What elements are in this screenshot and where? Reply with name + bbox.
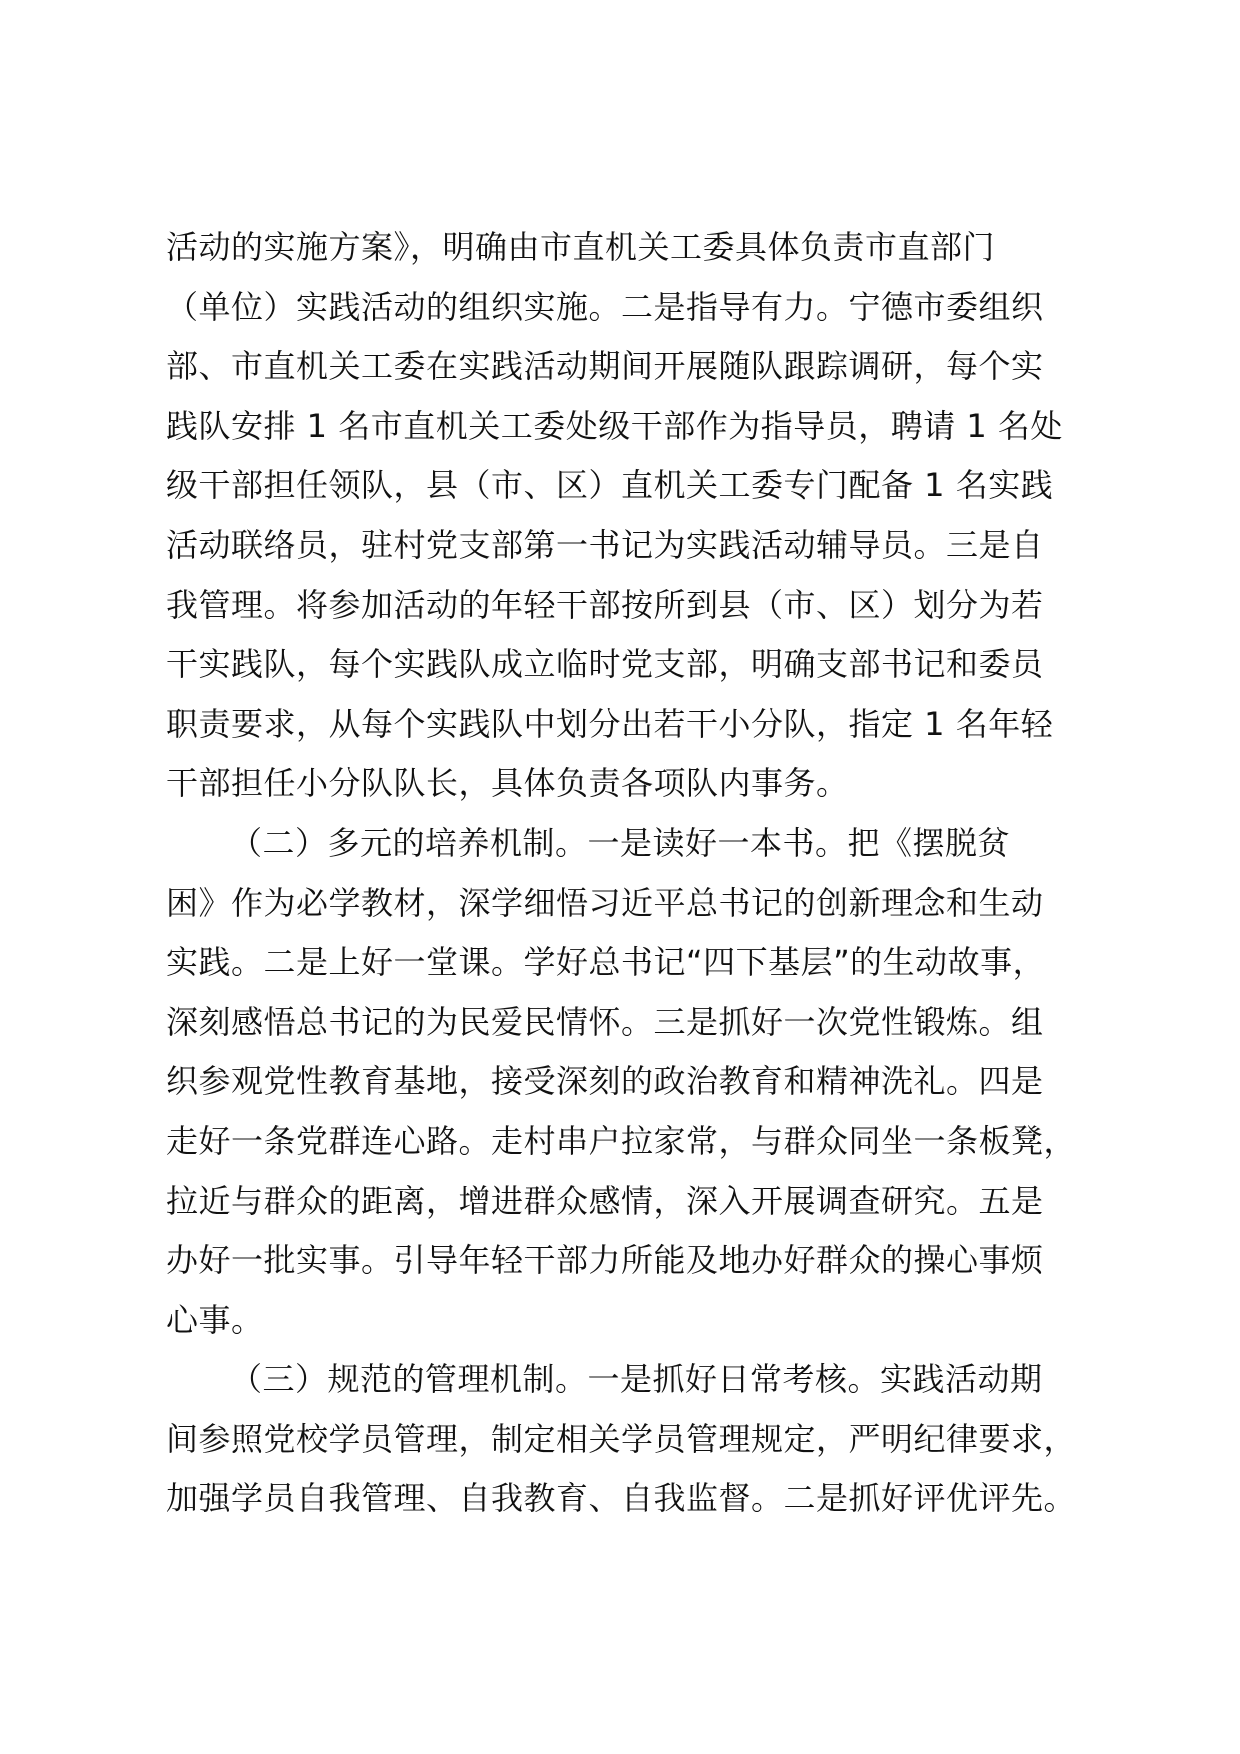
text-line: 干实践队，每个实践队成立临时党支部，明确支部书记和委员 <box>166 645 1044 684</box>
text-line: 困》作为必学教材，深学细悟习近平总书记的创新理念和生动 <box>166 883 1044 922</box>
text-line: （单位）实践活动的组织实施。二是指导有力。宁德市委组织 <box>166 287 1044 326</box>
text-line: 级干部担任领队，县（市、区）直机关工委专门配备 1 名实践 <box>166 466 1054 505</box>
text-line: 实践。二是上好一堂课。学好总书记“四下基层”的生动故事， <box>166 943 1046 982</box>
paragraph-first-line: （三）规范的管理机制。一是抓好日常考核。实践活动期 <box>230 1360 1043 1399</box>
paragraph-first-line: （二）多元的培养机制。一是读好一本书。把《摆脱贫 <box>230 823 1011 862</box>
text-line: 间参照党校学员管理，制定相关学员管理规定，严明纪律要求， <box>166 1419 1077 1458</box>
text-line: 织参观党性教育基地，接受深刻的政治教育和精神洗礼。四是 <box>166 1062 1044 1101</box>
text-line: 走好一条党群连心路。走村串户拉家常，与群众同坐一条板凳， <box>166 1121 1077 1160</box>
text-line: 干部担任小分队队长，具体负责各项队内事务。 <box>166 764 849 803</box>
body-text <box>166 218 1106 1529</box>
text-line: 心事。 <box>166 1300 264 1339</box>
text-line: 活动联络员，驻村党支部第一书记为实践活动辅导员。三是自 <box>166 525 1044 564</box>
text-line: 我管理。将参加活动的年轻干部按所到县（市、区）划分为若 <box>166 585 1044 624</box>
text-line: 办好一批实事。引导年轻干部力所能及地办好群众的操心事烦 <box>166 1241 1044 1280</box>
text-line: 拉近与群众的距离，增进群众感情，深入开展调查研究。五是 <box>166 1181 1044 1220</box>
text-line: 部、市直机关工委在实践活动期间开展随队跟踪调研，每个实 <box>166 347 1044 386</box>
text-line: 深刻感悟总书记的为民爱民情怀。三是抓好一次党性锻炼。组 <box>166 1002 1044 1041</box>
text-line: 践队安排 1 名市直机关工委处级干部作为指导员，聘请 1 名处 <box>166 406 1063 445</box>
text-line: 职责要求，从每个实践队中划分出若干小分队，指定 1 名年轻 <box>166 704 1054 743</box>
text-line: 活动的实施方案》，明确由市直机关工委具体负责市直部门 <box>166 228 996 266</box>
text-line: 加强学员自我管理、自我教育、自我监督。二是抓好评优评先。 <box>166 1479 1077 1518</box>
